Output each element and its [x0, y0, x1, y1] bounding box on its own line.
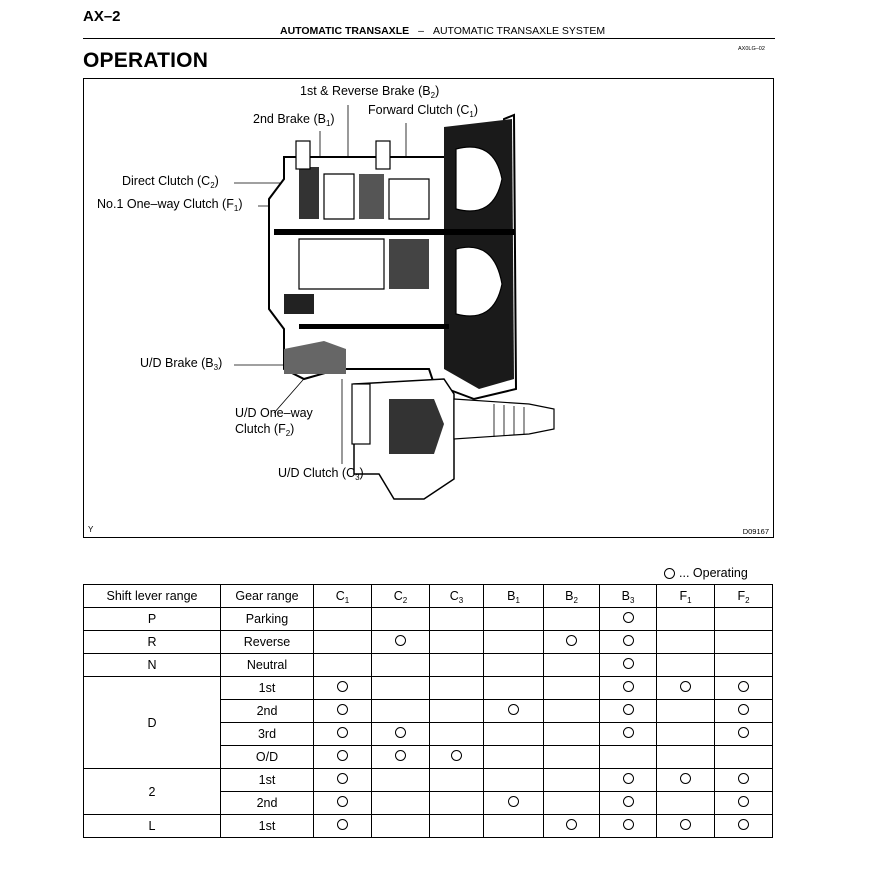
operation-cell	[715, 631, 773, 654]
operating-circle-icon	[337, 750, 348, 761]
operation-cell	[484, 792, 544, 815]
operation-cell	[600, 769, 657, 792]
gear-range-cell: O/D	[221, 746, 314, 769]
operation-cell	[600, 631, 657, 654]
operation-cell	[715, 700, 773, 723]
operation-cell	[715, 792, 773, 815]
operation-cell	[715, 746, 773, 769]
operation-cell	[657, 677, 715, 700]
gear-range-cell: 3rd	[221, 723, 314, 746]
gear-range-cell: Reverse	[221, 631, 314, 654]
operating-circle-icon	[508, 704, 519, 715]
gear-range-cell: 2nd	[221, 700, 314, 723]
transaxle-cross-section	[84, 79, 773, 537]
operation-cell	[372, 654, 430, 677]
operation-cell	[314, 631, 372, 654]
label-f2-line1: U/D One–way	[235, 406, 313, 420]
running-head-separator: –	[418, 25, 424, 37]
operating-circle-icon	[451, 750, 462, 761]
label-c3: U/D Clutch $(C_3)$	[278, 466, 364, 482]
operation-cell	[657, 700, 715, 723]
shift-lever-range-cell: R	[84, 631, 221, 654]
operation-cell	[715, 769, 773, 792]
operation-cell	[372, 608, 430, 631]
running-head-left: AUTOMATIC TRANSAXLE	[280, 25, 410, 37]
operation-cell	[544, 631, 600, 654]
header-col: $F_2$	[715, 585, 773, 608]
operating-circle-icon	[738, 704, 749, 715]
shift-lever-range-cell: L	[84, 815, 221, 838]
operating-circle-icon	[680, 819, 691, 830]
shift-lever-range-cell: D	[84, 677, 221, 769]
operation-cell	[657, 815, 715, 838]
operation-cell	[600, 654, 657, 677]
operation-cell	[484, 723, 544, 746]
header-col: $F_1$	[657, 585, 715, 608]
operating-circle-icon	[337, 796, 348, 807]
figure-code: AX0LG–02	[738, 46, 765, 52]
operation-cell	[372, 792, 430, 815]
operating-circle-icon	[337, 681, 348, 692]
operation-cell	[657, 746, 715, 769]
label-c2: Direct Clutch $(C_2)$	[122, 174, 219, 190]
operation-cell	[715, 677, 773, 700]
running-head	[280, 25, 605, 37]
operation-cell	[600, 608, 657, 631]
operation-cell	[430, 677, 484, 700]
operating-circle-icon	[738, 681, 749, 692]
operation-cell	[430, 654, 484, 677]
operation-cell	[372, 769, 430, 792]
operation-cell	[544, 654, 600, 677]
operating-circle-icon	[395, 727, 406, 738]
operating-circle-icon	[566, 819, 577, 830]
operation-cell	[484, 677, 544, 700]
operating-circle-icon	[395, 635, 406, 646]
operating-circle-icon	[508, 796, 519, 807]
label-c1: Forward Clutch $(C_1)$	[368, 103, 479, 119]
corner-mark: Y	[88, 525, 94, 534]
operating-circle-icon	[566, 635, 577, 646]
operating-circle-icon	[623, 727, 634, 738]
operation-cell	[314, 746, 372, 769]
operation-cell	[430, 769, 484, 792]
gear-range-cell: Parking	[221, 608, 314, 631]
gear-range-cell: Neutral	[221, 654, 314, 677]
operating-circle-icon	[664, 568, 675, 579]
gear-range-cell: 2nd	[221, 792, 314, 815]
operation-cell	[657, 631, 715, 654]
operation-cell	[544, 677, 600, 700]
operation-cell	[314, 815, 372, 838]
operation-cell	[314, 723, 372, 746]
operation-cell	[544, 700, 600, 723]
table-row	[84, 769, 773, 792]
operation-cell	[314, 654, 372, 677]
gear-range-cell: 1st	[221, 815, 314, 838]
legend-text: ... Operating	[679, 566, 748, 580]
operation-cell	[372, 677, 430, 700]
operating-circle-icon	[337, 727, 348, 738]
header-col: $C_1$	[314, 585, 372, 608]
operation-cell	[484, 608, 544, 631]
operation-cell	[430, 631, 484, 654]
operation-cell	[314, 769, 372, 792]
operation-cell	[314, 700, 372, 723]
header-col: $B_1$	[484, 585, 544, 608]
operation-cell	[430, 723, 484, 746]
operation-cell	[600, 700, 657, 723]
label-f1: No.1 One–way Clutch $(F_1)$	[97, 197, 243, 213]
operation-cell	[657, 654, 715, 677]
header-col: $C_2$	[372, 585, 430, 608]
operation-cell	[372, 815, 430, 838]
operation-cell	[715, 815, 773, 838]
operation-cell	[314, 608, 372, 631]
housing	[269, 115, 554, 499]
operating-circle-icon	[738, 796, 749, 807]
operation-cell	[544, 769, 600, 792]
running-head-right: AUTOMATIC TRANSAXLE SYSTEM	[432, 25, 606, 37]
operation-cell	[657, 769, 715, 792]
operation-table	[83, 584, 773, 838]
operation-cell	[430, 746, 484, 769]
operation-cell	[372, 631, 430, 654]
operation-cell	[372, 700, 430, 723]
operation-cell	[544, 746, 600, 769]
operating-circle-icon	[623, 819, 634, 830]
table-row	[84, 608, 773, 631]
table-header-row	[84, 585, 773, 608]
header-rule	[83, 38, 775, 39]
operating-circle-icon	[680, 773, 691, 784]
header-shift-lever-range: Shift lever range	[84, 585, 221, 608]
operation-cell	[600, 723, 657, 746]
operation-cell	[544, 608, 600, 631]
label-b2: 1st & Reverse Brake $(B_2)$	[300, 84, 440, 100]
operating-circle-icon	[738, 727, 749, 738]
operating-circle-icon	[337, 704, 348, 715]
legend	[664, 566, 748, 580]
operation-cell	[314, 792, 372, 815]
header-col: $B_3$	[600, 585, 657, 608]
operation-table-body	[84, 608, 773, 838]
operation-cell	[372, 746, 430, 769]
operating-circle-icon	[337, 773, 348, 784]
shift-lever-range-cell: 2	[84, 769, 221, 815]
operating-circle-icon	[623, 612, 634, 623]
operation-cell	[600, 746, 657, 769]
operation-cell	[544, 815, 600, 838]
gear-range-cell: 1st	[221, 677, 314, 700]
operating-circle-icon	[623, 635, 634, 646]
operation-cell	[544, 723, 600, 746]
operating-circle-icon	[738, 819, 749, 830]
section-title: OPERATION	[83, 49, 209, 72]
header-gear-range: Gear range	[221, 585, 314, 608]
operation-cell	[484, 631, 544, 654]
label-b1: 2nd Brake $(B_1)$	[253, 112, 335, 128]
operation-cell	[657, 723, 715, 746]
operation-cell	[657, 608, 715, 631]
label-b3: U/D Brake $(B_3)$	[140, 356, 223, 372]
operation-cell	[715, 723, 773, 746]
operation-cell	[430, 700, 484, 723]
operating-circle-icon	[623, 681, 634, 692]
operating-circle-icon	[395, 750, 406, 761]
label-f2-line2: Clutch $(F_2)$	[235, 422, 295, 438]
page-id: AX–2	[83, 8, 121, 25]
header-col: $C_3$	[430, 585, 484, 608]
operation-cell	[715, 654, 773, 677]
operating-circle-icon	[623, 796, 634, 807]
operation-cell	[544, 792, 600, 815]
operation-cell	[484, 746, 544, 769]
table-row	[84, 815, 773, 838]
operating-circle-icon	[623, 704, 634, 715]
drawing-number: D09167	[742, 527, 769, 536]
table-row	[84, 654, 773, 677]
operating-circle-icon	[623, 773, 634, 784]
operation-cell	[600, 792, 657, 815]
shift-lever-range-cell: P	[84, 608, 221, 631]
operation-cell	[430, 608, 484, 631]
operation-cell	[430, 792, 484, 815]
operation-cell	[314, 677, 372, 700]
operation-cell	[430, 815, 484, 838]
operation-cell	[484, 654, 544, 677]
operating-circle-icon	[680, 681, 691, 692]
operation-cell	[372, 723, 430, 746]
operation-cell	[600, 677, 657, 700]
table-row	[84, 677, 773, 700]
operating-circle-icon	[623, 658, 634, 669]
gear-range-cell: 1st	[221, 769, 314, 792]
header-col: $B_2$	[544, 585, 600, 608]
operating-circle-icon	[738, 773, 749, 784]
operation-cell	[600, 815, 657, 838]
operation-cell	[715, 608, 773, 631]
shift-lever-range-cell: N	[84, 654, 221, 677]
operating-circle-icon	[337, 819, 348, 830]
operation-cell	[484, 815, 544, 838]
operation-cell	[484, 700, 544, 723]
operation-cell	[484, 769, 544, 792]
operation-cell	[657, 792, 715, 815]
transaxle-figure	[83, 78, 774, 538]
table-row	[84, 631, 773, 654]
